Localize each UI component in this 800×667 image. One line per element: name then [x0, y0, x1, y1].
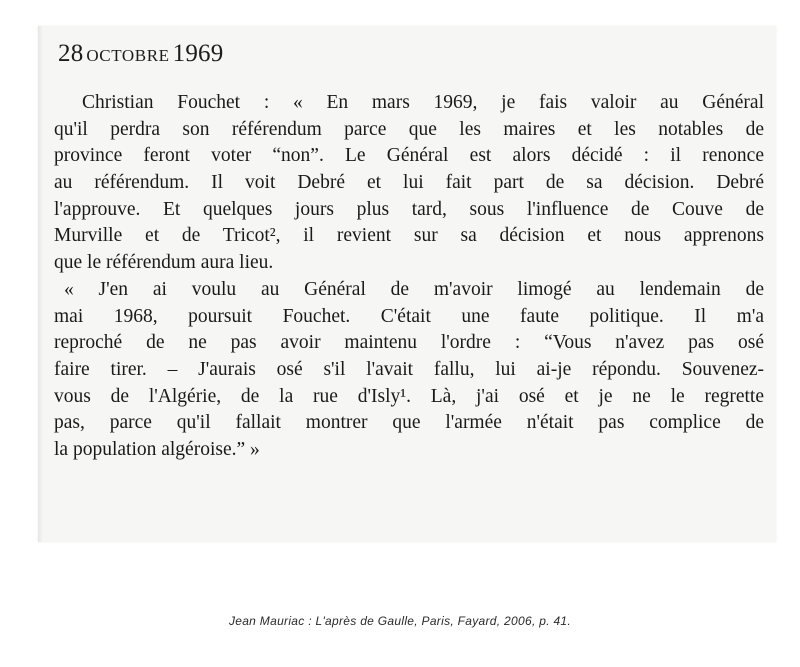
text-line: province feront voter “non”. Le Général est alors décidé : il renonce: [54, 145, 764, 167]
text-line: au référendum. Il voit Debré et lui fait part de sa décision. Debré: [54, 172, 764, 194]
text-line: l'approuve. Et quelques jours plus tard, sous l'influence de Couve de: [54, 198, 764, 220]
text-line: « J'en ai voulu au Général de m'avoir limogé au lendemain de: [64, 278, 764, 300]
text-line: pas, parce qu'il fallait montrer que l'armée n'était pas complice de: [54, 412, 764, 434]
date-year: 1969: [172, 40, 224, 67]
paragraph-fouchet-referendum: [54, 90, 764, 277]
entry-date: [58, 40, 223, 68]
text-line: Murville et de Tricot², il revient sur sa décision et nous apprenons: [54, 225, 764, 247]
paragraph-fouchet-limoge: [54, 277, 764, 464]
date-day: 28: [58, 40, 84, 67]
page-shadow-edge: [38, 26, 43, 542]
text-line: mai 1968, poursuit Fouchet. C'était une faute politique. Il m'a: [54, 305, 764, 327]
text-line: vous de l'Algérie, de la rue d'Isly¹. Là, j'ai osé et je ne le regrette: [54, 385, 764, 407]
text-line: la population algéroise.” »: [54, 438, 260, 460]
text-line: reproché de ne pas avoir maintenu l'ordre : “Vous n'avez pas osé: [54, 332, 764, 354]
quote-text: [54, 90, 764, 464]
date-month: OCTOBRE: [86, 46, 170, 65]
scanned-page: [38, 26, 776, 542]
text-line: qu'il perdra son référendum parce que les maires et les notables de: [54, 118, 764, 140]
source-caption: Jean Mauriac : L'après de Gaulle, Paris, Fayard, 2006, p. 41.: [228, 614, 572, 628]
text-line: faire tirer. – J'aurais osé s'il l'avait fallu, lui ai-je répondu. Souvenez-: [54, 358, 764, 380]
text-line: que le référendum aura lieu.: [54, 252, 274, 274]
text-line: Christian Fouchet : « En mars 1969, je fais valoir au Général: [82, 92, 764, 113]
